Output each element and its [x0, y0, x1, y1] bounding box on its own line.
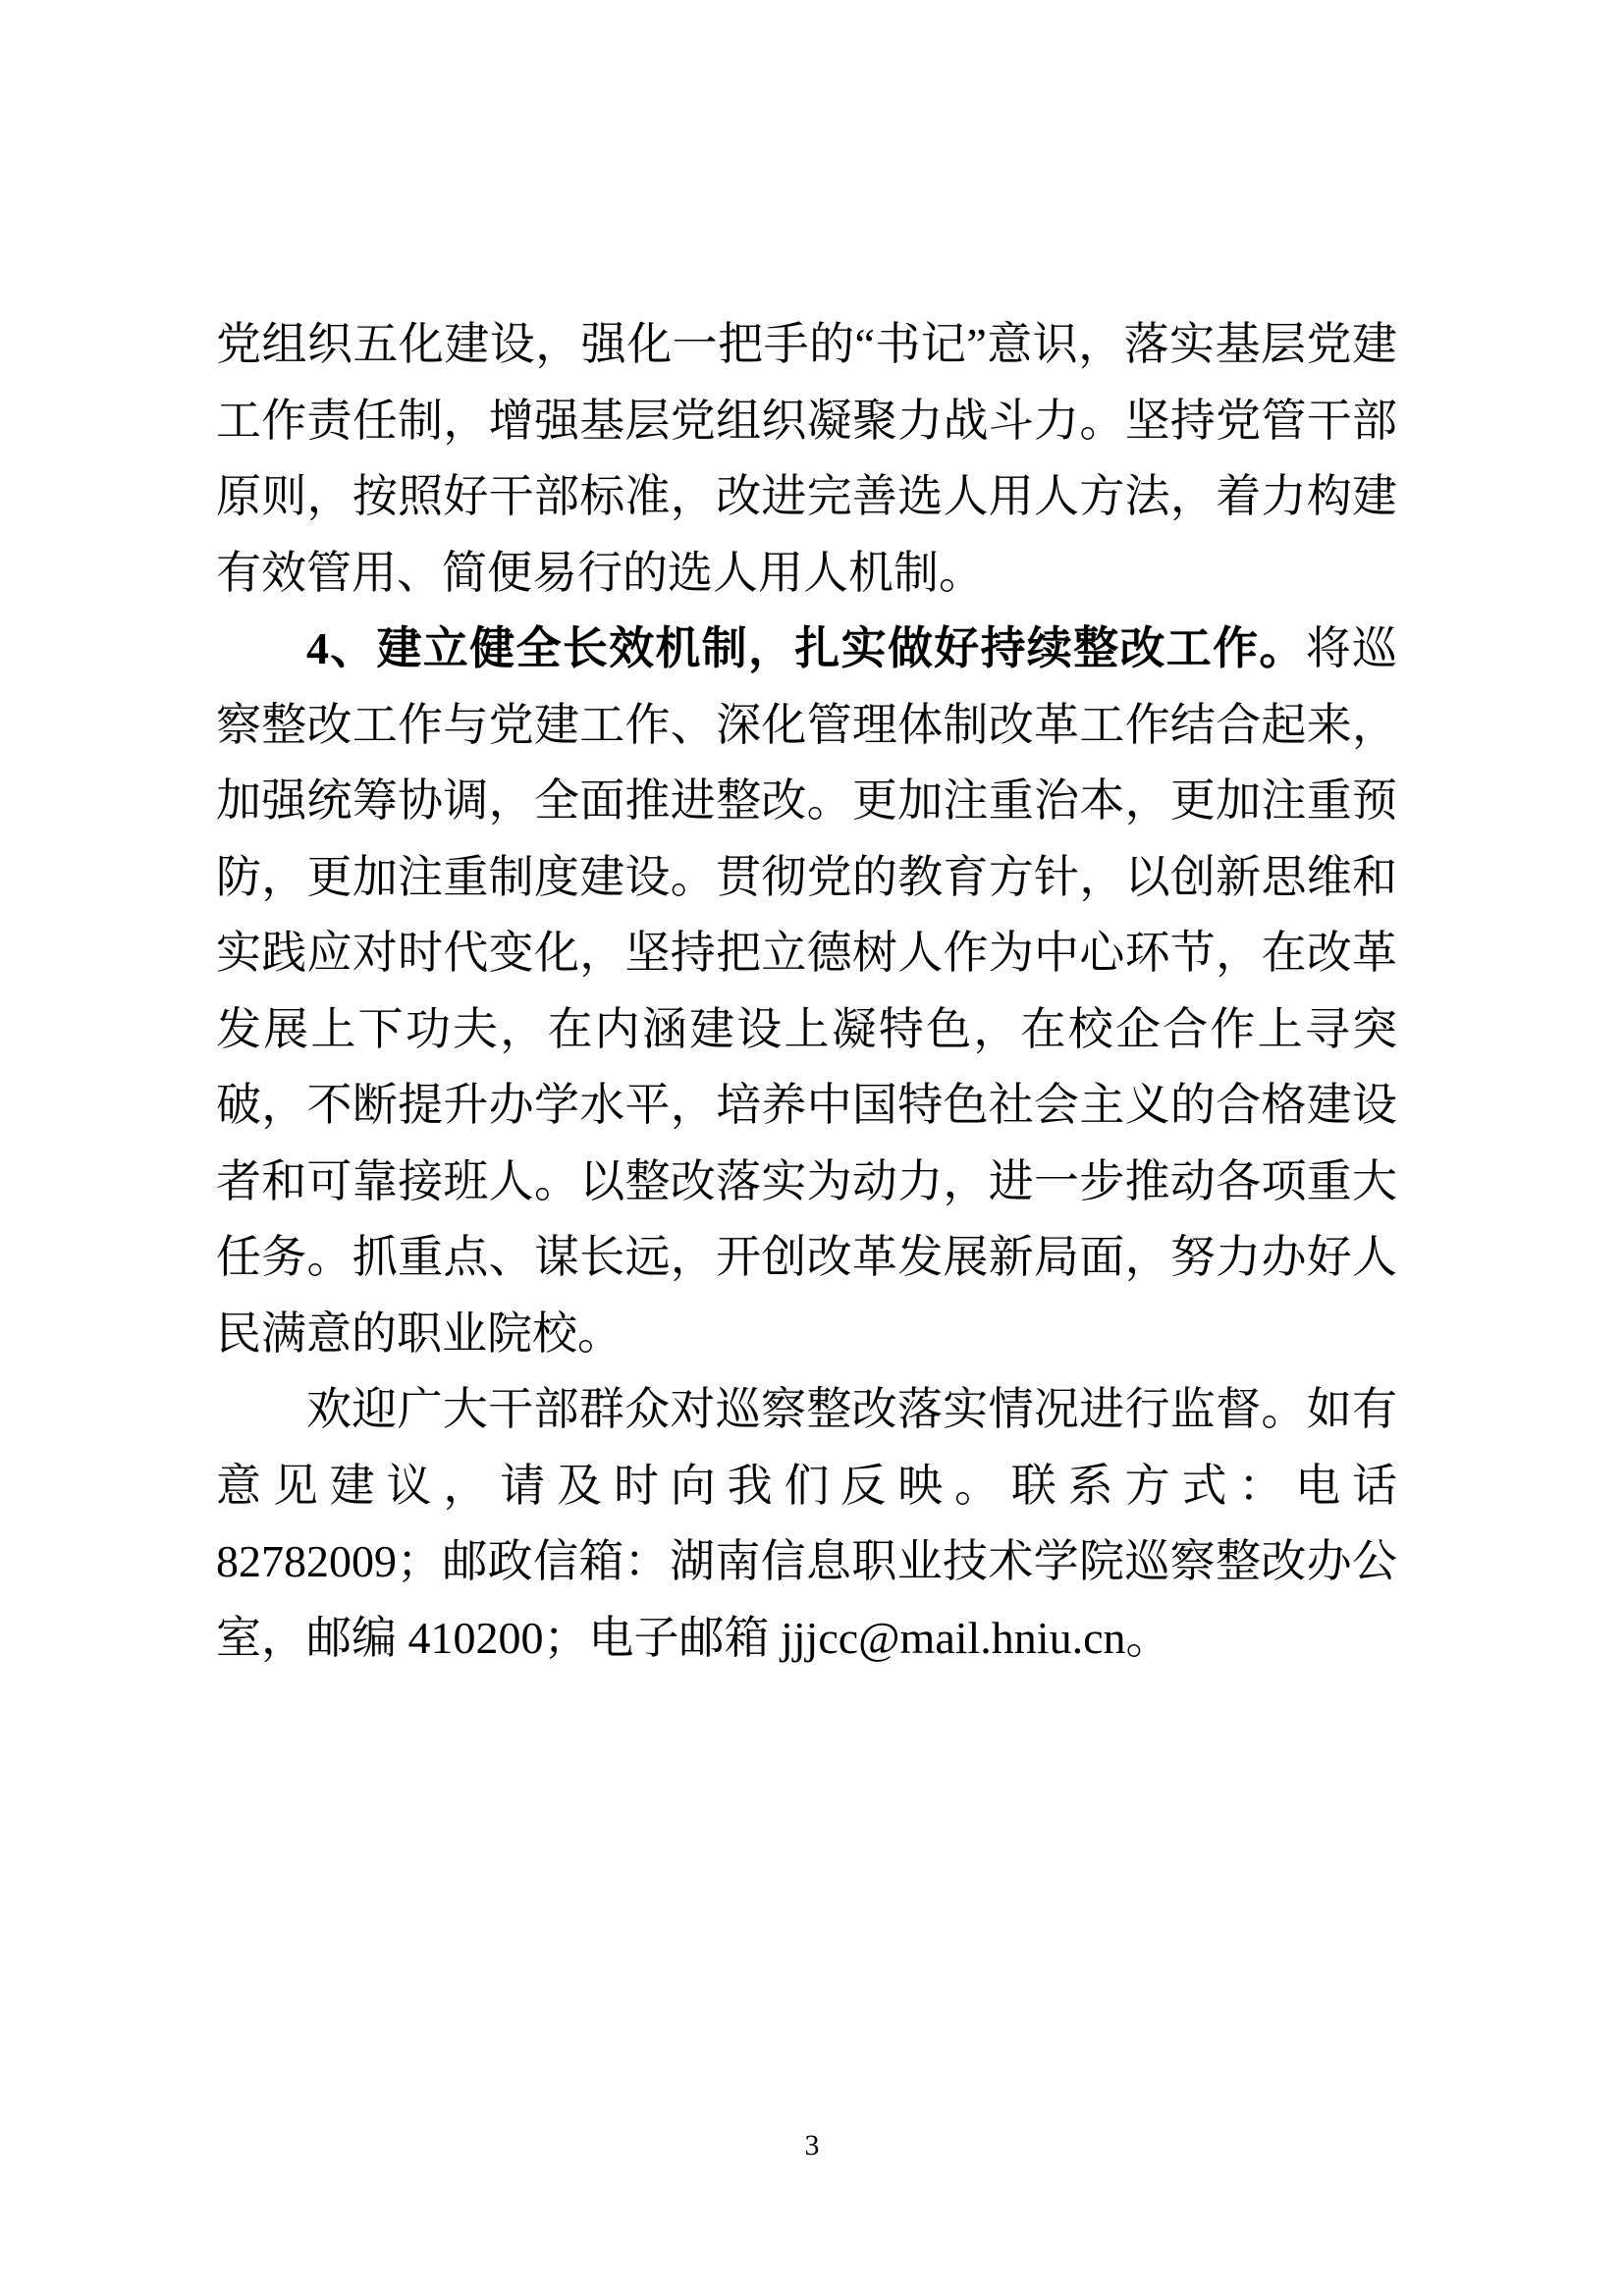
item-4-body: 将巡察整改工作与党建工作、深化管理体制改革工作结合起来，加强统筹协调，全面推进整改。更加注重治本，更加注重预防，更加注重制度建设。贯彻党的教育方针，以创新思维和实践应对时代变化，坚持把立德树人作为中心环节，在改革发展上下功夫，在内涵建设上凝特色，在校企合作上寻突破，不断提升办学水平，培养中国特色社会主义的合格建设者和可靠接班人。以整改落实为动力，进一步推动各项重大任务。抓重点、谋长远，开创改革发展新局面，努力办好人民满意的职业院校。	[216, 623, 1398, 1359]
paragraph-continuation	[216, 306, 1397, 611]
paragraph-item-4	[216, 611, 1397, 1371]
item-4-heading: 4、建立健全长效机制，扎实做好持续整改工作。	[306, 623, 1306, 673]
page-number: 3	[804, 2129, 820, 2162]
supervision-contact-text: 欢迎广大干部群众对巡察整改落实情况进行监督。如有意见建议，请及时向我们反映。联系方式：电话 82782009；邮政信箱：湖南信息职业技术学院巡察整改办公室，邮编 410200；电子邮箱 jjjcc@mail.hniu.cn。	[216, 1384, 1397, 1663]
paragraph-supervision-contact	[216, 1371, 1397, 1676]
document-body	[216, 306, 1397, 1676]
paragraph-continuation-text: 党组织五化建设，强化一把手的“书记”意识，落实基层党建工作责任制，增强基层党组织凝聚力战斗力。坚持党管干部原则，按照好干部标准，改进完善选人用人方法，着力构建有效管用、简便易行的选人用人机制。	[216, 319, 1397, 598]
